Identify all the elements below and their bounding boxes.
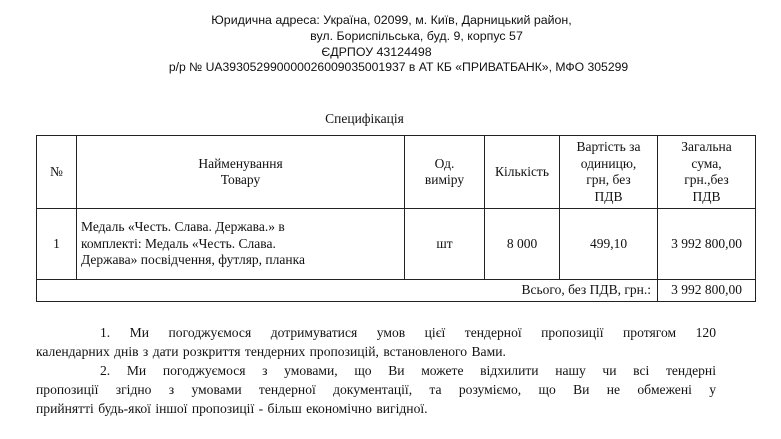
paragraph-line: календарних днів з дати розкриття тендерних пропозицій, встановленого Вами. bbox=[36, 344, 506, 359]
column-header-total-line: Загальна bbox=[681, 139, 732, 154]
bank-account-line: р/р № UA393052990000026009035001937 в АТ КБ «ПРИВАТБАНК», МФО 305299 bbox=[168, 60, 629, 74]
column-header-total bbox=[658, 136, 756, 209]
column-header-unit bbox=[405, 136, 485, 209]
edrpou-line: ЄДРПОУ 43124498 bbox=[321, 45, 432, 59]
column-header-unit-price-line: Вартість за bbox=[576, 139, 641, 154]
column-header-name-line: Товару bbox=[220, 172, 261, 187]
item-name-line: Медаль «Честь. Слава. Держава.» в bbox=[81, 219, 285, 235]
table-header-row bbox=[37, 136, 756, 209]
specification-title: Специфікація bbox=[325, 111, 404, 126]
column-header-unit-price-line: одиницю, bbox=[580, 155, 637, 171]
street-address-line: вул. Бориспільська, буд. 9, корпус 57 bbox=[310, 29, 523, 43]
specification-table bbox=[36, 135, 756, 302]
column-header-name bbox=[77, 136, 405, 209]
column-header-quantity: Кількість bbox=[485, 136, 560, 209]
row-total: 3 992 800,00 bbox=[658, 209, 756, 280]
row-unit: шт bbox=[405, 209, 485, 280]
column-header-unit-line: виміру bbox=[424, 172, 465, 187]
column-header-total-line: грн.,без bbox=[684, 172, 729, 187]
row-unit-price: 499,10 bbox=[560, 209, 658, 280]
paragraph-line: прийнятті будь-якої іншої пропозиції - більш економічно вигідної. bbox=[36, 401, 428, 416]
paragraph-line: 2. Ми погоджуємося з умовами, що Ви можете відхилити нашу чи всі тендерні bbox=[100, 363, 716, 378]
column-header-number: № bbox=[37, 136, 77, 209]
item-name-line: Держава» посвідчення, футляр, планка bbox=[81, 252, 305, 268]
column-header-name-line: Найменування bbox=[198, 155, 283, 171]
column-header-unit-line: Од. bbox=[434, 155, 455, 171]
item-name-line: комплекті: Медаль «Честь. Слава. bbox=[81, 235, 276, 251]
paragraph-line: пропозиції згідно з умовами тендерної документації, та розуміємо, що Ви не обмежені у bbox=[36, 382, 716, 397]
paragraph-1 bbox=[36, 323, 716, 361]
row-quantity: 8 000 bbox=[485, 209, 560, 280]
row-item-name bbox=[77, 209, 405, 280]
total-label: Всього, без ПДВ, грн.: bbox=[37, 280, 658, 302]
column-header-total-line: ПДВ bbox=[692, 188, 721, 204]
column-header-unit-price-line: грн, без bbox=[586, 172, 631, 187]
paragraph-2 bbox=[36, 361, 716, 418]
table-total-row bbox=[37, 280, 756, 302]
total-value: 3 992 800,00 bbox=[658, 280, 756, 302]
paragraph-line: 1. Ми погоджуємося дотримуватися умов цієї тендерної пропозиції протягом 120 bbox=[100, 325, 716, 340]
column-header-total-line: сума, bbox=[691, 155, 722, 171]
row-number: 1 bbox=[37, 209, 77, 280]
table-row bbox=[37, 209, 756, 280]
column-header-unit-price bbox=[560, 136, 658, 209]
column-header-unit-price-line: ПДВ bbox=[594, 188, 623, 204]
legal-address-line: Юридична адреса: Україна, 02099, м. Київ, Дарницький район, bbox=[211, 13, 572, 27]
